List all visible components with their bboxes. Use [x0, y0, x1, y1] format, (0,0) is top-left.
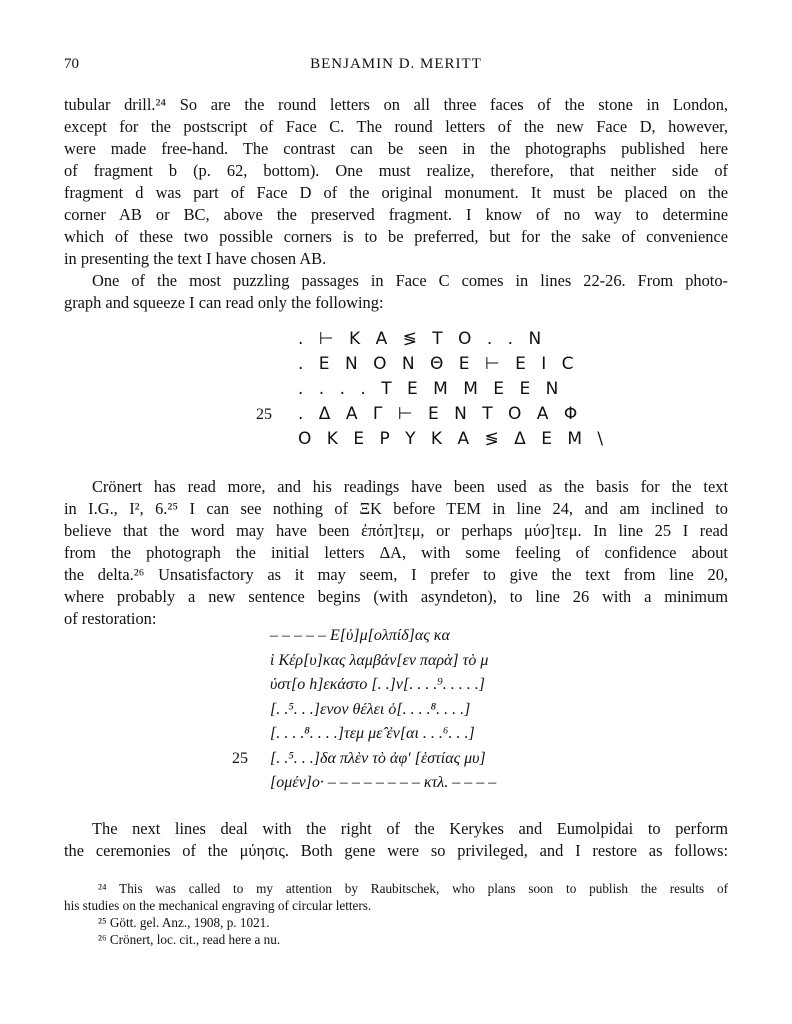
inscription-line	[240, 427, 609, 452]
inscription-text: . Δ A Γ ⊢ E N T O A Φ	[298, 404, 583, 424]
line-number: 25	[256, 406, 272, 423]
inscription-line	[240, 402, 583, 427]
restored-line-text: ύστ[ο h]εκάστο [. .]ν[. . . .⁹. . . . .]	[270, 676, 485, 693]
text-line: corner AB or BC, above the preserved fragment. I know of no way to determine	[64, 205, 728, 224]
footnote-24-continued: his studies on the mechanical engraving of circular letters.	[64, 898, 372, 913]
inscription-text: . . . . T E M M E E N	[298, 379, 564, 399]
paragraph-3	[64, 476, 728, 630]
restored-line	[232, 771, 572, 796]
inscription-line	[240, 352, 579, 377]
page-header	[64, 56, 728, 78]
text-line: were made free-hand. The contrast can be seen in the photographs published here	[64, 139, 728, 158]
inscription-text: . ⊢ K A ≶ T O . . N	[298, 329, 547, 349]
restored-line-text: [. .⁵. . .]ενον θέλει ὁ[. . . .⁸. . . .]	[270, 700, 471, 718]
page-number: 70	[64, 56, 79, 72]
text-line: in presenting the text I have chosen AB.	[64, 249, 327, 268]
restored-line	[232, 747, 572, 772]
restored-line-text: – – – – – E[ὐ]μ[ολπίδ]ας κα	[270, 627, 450, 644]
inscription-text: . E N O N Θ E ⊢ E I C	[298, 354, 579, 374]
text-line: in I.G., I², 6.²⁵ I can see nothing of ΞK before TEM in line 24, and am inclined to	[64, 499, 728, 518]
footnote-24: ²⁴ This was called to my attention by Raubitschek, who plans soon to publish the results of	[98, 881, 728, 896]
text-line: One of the most puzzling passages in Face C comes in lines 22-26. From photo-	[92, 271, 728, 290]
footnotes	[64, 880, 728, 948]
inscription-transcription	[240, 327, 609, 452]
text-line: The next lines deal with the right of the Kerykes and Eumolpidai to perform	[92, 819, 728, 838]
restored-line	[232, 698, 572, 723]
running-head: BENJAMIN D. MERITT	[310, 56, 482, 72]
footnote-25: ²⁵ Gött. gel. Anz., 1908, p. 1021.	[98, 915, 270, 930]
inscription-line	[240, 327, 547, 352]
inscription-text: O K E Ρ Y K A ≶ Δ E M \	[298, 429, 609, 449]
text-line: from the photograph the initial letters ΔA, with some feeling of confidence about	[64, 543, 728, 562]
text-line: graph and squeeze I can read only the following:	[64, 293, 384, 312]
restored-line-text: [. .⁵. . .]δα πλὲν τὸ ἀφ' [ἑστίας μυ]	[270, 749, 486, 767]
text-line: which of these two possible corners is to be preferred, but for the sake of convenience	[64, 227, 728, 246]
paragraph-2	[64, 270, 728, 314]
paragraph-4	[64, 818, 728, 862]
text-line: believe that the word may have been ἐπόπ]τεμ, or perhaps μύσ]τεμ. In line 25 I read	[64, 521, 728, 540]
footnote-26: ²⁶ Crönert, loc. cit., read here a nu.	[98, 932, 281, 947]
text-line: where probably a new sentence begins (with asyndeton), to line 26 with a minimum	[64, 587, 728, 606]
restored-line	[232, 722, 572, 747]
restored-line	[232, 649, 572, 674]
restored-line	[232, 673, 572, 698]
paragraph-1	[64, 94, 728, 270]
restored-text	[232, 624, 572, 796]
text-line: the ceremonies of the μύησις. Both gene were so privileged, and I restore as follows:	[64, 841, 728, 860]
text-line: except for the postscript of Face C. The round letters of the new Face D, however,	[64, 117, 728, 136]
restored-line	[232, 624, 572, 649]
inscription-line	[240, 377, 564, 402]
text-line: the delta.²⁶ Unsatisfactory as it may seem, I prefer to give the text from line 20,	[64, 565, 728, 584]
restored-line-text: ὶ Κέρ[υ]κας λαμβάν[εν παρὰ] τὸ μ	[270, 651, 489, 669]
restored-line-text: [ομέν]ο· – – – – – – – – κτλ. – – – –	[270, 774, 497, 791]
text-line: Crönert has read more, and his readings have been used as the basis for the text	[92, 477, 728, 496]
text-line: fragment d was part of Face D of the original monument. It must be placed on the	[64, 183, 728, 202]
text-line: of fragment b (p. 62, bottom). One must realize, therefore, that neither side of	[64, 161, 728, 180]
text-line: tubular drill.²⁴ So are the round letters on all three faces of the stone in London,	[64, 95, 728, 114]
line-number: 25	[232, 749, 248, 767]
restored-line-text: [. . . .⁸. . . .]τεμ με̂ ἐν[αι . . .⁶. . .]	[270, 725, 475, 742]
text-line: of restoration:	[64, 609, 157, 628]
